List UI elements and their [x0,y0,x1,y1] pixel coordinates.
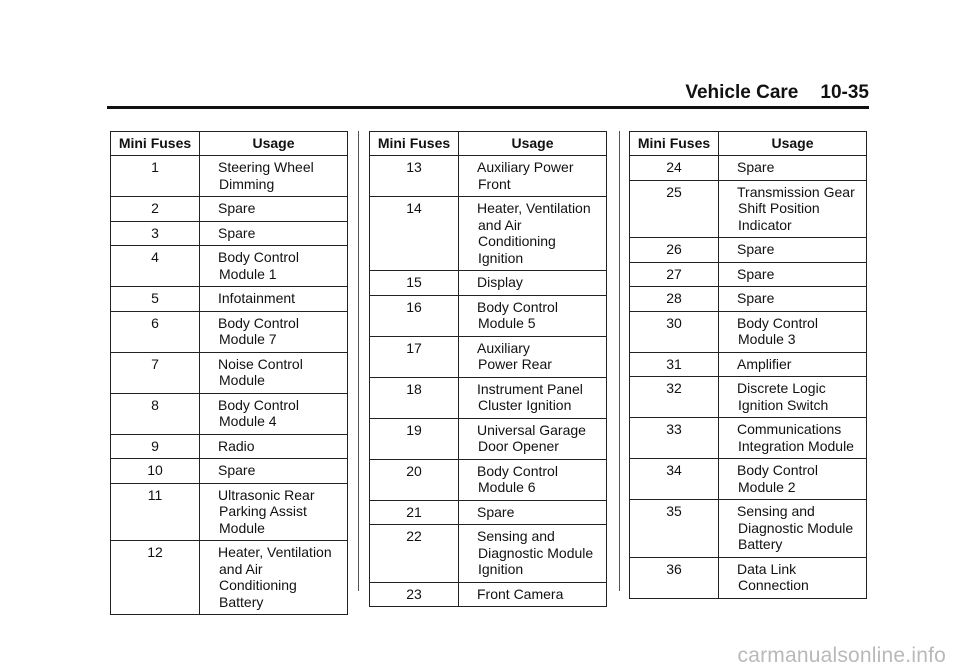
fuse-usage: Communications Integration Module [719,418,867,459]
fuse-table-2 [369,131,607,607]
table-row [111,221,348,246]
fuse-number: 21 [370,500,459,525]
fuse-usage: Auxiliary Power Front [459,156,607,197]
fuse-number: 13 [370,156,459,197]
fuse-number: 32 [630,377,719,418]
fuse-usage: Noise Control Module [200,352,348,393]
table-row [630,262,867,287]
fuse-number: 12 [111,541,200,615]
fuse-usage: Heater, Ventilation and Air Conditioning Battery [200,541,348,615]
fuse-usage: Body Control Module 2 [719,459,867,500]
fuse-usage: Sensing and Diagnostic Module Ignition [459,525,607,583]
table-row [370,295,607,336]
page-header [107,78,869,109]
fuse-number: 17 [370,336,459,377]
table-row [111,197,348,222]
column-header-mini-fuses: Mini Fuses [370,132,459,156]
fuse-usage: Discrete Logic Ignition Switch [719,377,867,418]
fuse-number: 2 [111,197,200,222]
page-number: 10-35 [820,82,869,103]
fuse-number: 9 [111,434,200,459]
fuse-number: 22 [370,525,459,583]
fuse-table-1 [110,131,348,615]
table-row [630,156,867,181]
fuse-number: 5 [111,287,200,312]
table-row [111,483,348,541]
column-divider [358,131,359,591]
table-row [370,459,607,500]
fuse-usage: Radio [200,434,348,459]
table-row [111,156,348,197]
table-row [630,500,867,558]
table-row [111,541,348,615]
fuse-usage: Spare [719,287,867,312]
fuse-usage: Spare [719,156,867,181]
table-row [630,352,867,377]
table-row [111,434,348,459]
table-row [630,557,867,598]
fuse-number: 6 [111,311,200,352]
fuse-usage: Instrument Panel Cluster Ignition [459,377,607,418]
table-row [370,336,607,377]
fuse-number: 7 [111,352,200,393]
fuse-usage: Spare [719,238,867,263]
table-row [370,377,607,418]
fuse-number: 3 [111,221,200,246]
table-row [630,311,867,352]
fuse-number: 20 [370,459,459,500]
table-row [111,352,348,393]
fuse-usage: Body Control Module 3 [719,311,867,352]
column-header-mini-fuses: Mini Fuses [111,132,200,156]
fuse-usage: Spare [719,262,867,287]
watermark-text: carmanualsonline.info [737,644,946,667]
fuse-table-3 [629,131,867,599]
table-row [111,393,348,434]
fuse-usage: Sensing and Diagnostic Module Battery [719,500,867,558]
fuse-number: 34 [630,459,719,500]
fuse-number: 19 [370,418,459,459]
column-header-usage: Usage [459,132,607,156]
fuse-number: 4 [111,246,200,287]
fuse-number: 27 [630,262,719,287]
table-row [630,418,867,459]
fuse-number: 14 [370,197,459,271]
table-row [111,287,348,312]
table-row [370,271,607,296]
fuse-usage: Heater, Ventilation and Air Conditioning Ignition [459,197,607,271]
fuse-usage: Body Control Module 4 [200,393,348,434]
fuse-usage: Body Control Module 5 [459,295,607,336]
fuse-number: 35 [630,500,719,558]
fuse-usage: Body Control Module 1 [200,246,348,287]
table-row [111,459,348,484]
fuse-number: 11 [111,483,200,541]
fuse-usage: Data Link Connection [719,557,867,598]
fuse-usage: Universal Garage Door Opener [459,418,607,459]
table-row [630,287,867,312]
table-row [370,418,607,459]
fuse-number: 16 [370,295,459,336]
table-row [370,525,607,583]
fuse-number: 28 [630,287,719,312]
fuse-usage: Steering Wheel Dimming [200,156,348,197]
fuse-usage: Spare [200,221,348,246]
fuse-usage: Body Control Module 6 [459,459,607,500]
fuse-usage: Spare [200,459,348,484]
fuse-usage: Auxiliary Power Rear [459,336,607,377]
fuse-usage: Display [459,271,607,296]
fuse-number: 25 [630,180,719,238]
fuse-number: 36 [630,557,719,598]
column-header-usage: Usage [200,132,348,156]
fuse-usage: Spare [200,197,348,222]
fuse-number: 15 [370,271,459,296]
table-row [630,238,867,263]
table-row [370,582,607,607]
section-title: Vehicle Care [685,82,799,103]
fuse-number: 23 [370,582,459,607]
fuse-usage: Infotainment [200,287,348,312]
fuse-usage: Spare [459,500,607,525]
fuse-number: 30 [630,311,719,352]
table-row [630,459,867,500]
table-row [630,377,867,418]
fuse-number: 8 [111,393,200,434]
fuse-usage: Amplifier [719,352,867,377]
fuse-number: 24 [630,156,719,181]
fuse-number: 1 [111,156,200,197]
table-row [370,197,607,271]
column-header-mini-fuses: Mini Fuses [630,132,719,156]
fuse-number: 26 [630,238,719,263]
table-row [111,246,348,287]
fuse-number: 31 [630,352,719,377]
fuse-usage: Body Control Module 7 [200,311,348,352]
fuse-usage: Ultrasonic Rear Parking Assist Module [200,483,348,541]
fuse-number: 18 [370,377,459,418]
column-divider [619,131,620,591]
table-row [370,500,607,525]
fuse-number: 33 [630,418,719,459]
table-row [630,180,867,238]
fuse-usage: Front Camera [459,582,607,607]
column-header-usage: Usage [719,132,867,156]
fuse-number: 10 [111,459,200,484]
table-row [111,311,348,352]
fuse-usage: Transmission Gear Shift Position Indicator [719,180,867,238]
table-row [370,156,607,197]
header-title [685,82,869,104]
